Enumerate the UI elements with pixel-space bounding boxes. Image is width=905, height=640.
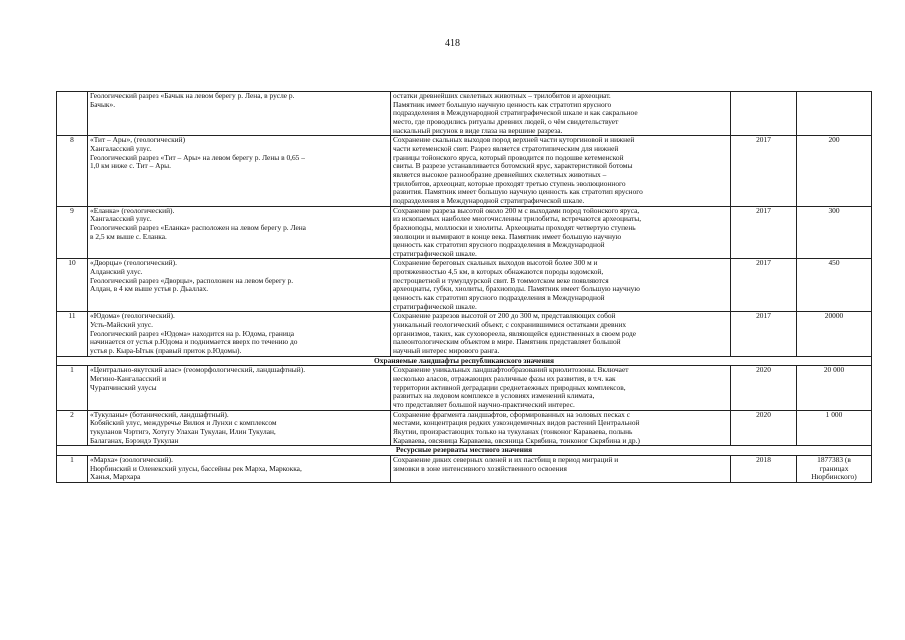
row-number-cell: 10	[57, 259, 88, 312]
text-line: начинается от устья р.Юдома и поднимается вверх по течению до	[90, 337, 298, 347]
text-line: Ханья, Мархара	[90, 472, 141, 482]
object-cell	[88, 92, 391, 136]
protected-areas-table	[56, 91, 872, 483]
text-line: «Юдома» (геологический).	[90, 311, 175, 321]
table-row	[57, 312, 872, 356]
section-row	[57, 356, 872, 366]
text-line: «Тукуланы» (ботанический, ландшафтный).	[90, 410, 229, 419]
section-heading-landscapes: Охраняемые ландшафты республиканского значения	[57, 356, 872, 366]
text-line: Нюрбинский и Оленекский улусы, бассейны рек Марха, Маркокка,	[90, 463, 302, 473]
text-line: является высокое разнообразие древнейших скелетных животных –	[393, 169, 607, 179]
object-cell	[88, 136, 391, 206]
text-line: пестроцветной и тумулдурской свит. В томмотском веке появляются	[393, 275, 609, 285]
text-line: 1,0 км ниже с. Тит – Ары.	[90, 161, 171, 171]
text-line: границах	[819, 463, 849, 473]
text-line: Геологический разрез «Еланка» расположен на левом берегу р. Лена	[90, 222, 306, 232]
description-cell	[391, 455, 731, 482]
area-cell: 200	[797, 136, 872, 206]
text-line: Сохранение фрагмента ландшафтов, сформированных на эоловых песках с	[393, 410, 630, 419]
table-row	[57, 92, 872, 136]
description-cell	[391, 312, 731, 356]
text-line: «Дворцы» (геологический).	[90, 258, 177, 268]
text-line: устья р. Кыра-Ытык (правый приток р.Юдомы).	[90, 346, 242, 356]
object-cell	[88, 410, 391, 446]
text-line: «Центрально-якутский алас» (геоморфологический, ландшафтный).	[90, 365, 306, 375]
table-row	[57, 206, 872, 259]
text-line: трилобитов, археоциат, которые проходят третью ступень эволюционного	[393, 178, 626, 188]
text-line: Хангаласский улус.	[90, 214, 152, 224]
text-line: из ископаемых наиболее многочисленны трилобиты, встречаются археоциаты,	[393, 214, 642, 224]
text-line: ценность как стратотип ярусного подразделения в Международной	[393, 293, 605, 303]
description-cell	[391, 92, 731, 136]
text-line: «Еланка» (геологический).	[90, 206, 175, 215]
description-cell	[391, 136, 731, 206]
text-line: Чурапчинский улусы	[90, 382, 157, 392]
area-cell: 300	[797, 206, 872, 259]
area-cell: 1 000	[797, 410, 872, 446]
area-cell: 450	[797, 259, 872, 312]
row-number-cell: 9	[57, 206, 88, 259]
year-cell: 2020	[731, 366, 797, 410]
text-line: Геологический разрез «Тит – Ары» на левом берегу р. Лены в 0,65 –	[90, 152, 305, 162]
table-row	[57, 410, 872, 446]
text-line: Геологический разрез «Дворцы», расположен на левом берегу р.	[90, 275, 294, 285]
object-cell	[88, 455, 391, 482]
row-number-cell: 2	[57, 410, 88, 446]
text-line: Сохранение уникальных ландшафтообразований криолитозоны. Включает	[393, 365, 629, 375]
text-line: «Марха» (зоологический).	[90, 455, 173, 464]
description-cell	[391, 366, 731, 410]
table-row	[57, 136, 872, 206]
text-line: Сохранение скальных выходов пород верхней части куторгиновой и нижней	[393, 135, 635, 145]
text-line: местами, концентрация редких узкоэндемичных видов растений Центральной	[393, 418, 640, 428]
text-line: Сохранение береговых скальных выходов высотой более 300 м и	[393, 258, 598, 268]
text-line: границы тойонского яруса, который проводится по подошве кетеменской	[393, 152, 624, 162]
year-cell	[731, 92, 797, 136]
text-line: Караваева, овсяница Караваева, овсяница Скрябина, тонконог Скрябина и др.)	[393, 435, 640, 445]
text-line: Алдан, в 4 км выше устья р. Дьаллах.	[90, 284, 209, 294]
year-cell: 2017	[731, 206, 797, 259]
area-cell: 20 000	[797, 366, 872, 410]
section-row	[57, 446, 872, 456]
text-line: место, где проводились ритуалы древних людей, о чём свидетельствует	[393, 116, 619, 126]
text-line: что представляет большой научно-практический интерес.	[393, 399, 575, 409]
text-line: стратиграфической шкале.	[393, 301, 477, 311]
text-line: 1877383 (в	[817, 455, 851, 464]
year-cell: 2017	[731, 136, 797, 206]
text-line: подразделения в Международной стратиграфической шкале и как сакральное	[393, 108, 638, 118]
row-number-cell: 1	[57, 366, 88, 410]
text-line: Нюрбинского)	[811, 472, 857, 482]
area-cell	[797, 92, 872, 136]
text-line: Геологический разрез «Бачык на левом берегу р. Лена, в русле р.	[90, 91, 295, 100]
row-number-cell: 1	[57, 455, 88, 482]
description-cell	[391, 410, 731, 446]
text-line: организмов, таких, как суховореела, являющейся единственных в своем роде	[393, 328, 636, 338]
text-line: территории активной деградации среднетаежных природных комплексов,	[393, 382, 626, 392]
object-cell	[88, 366, 391, 410]
text-line: несколько аласов, отражающих различные фазы их развития, в т.ч. как	[393, 374, 616, 383]
text-line: эволюции и вымирают в конце века. Памятник имеет большую научную	[393, 231, 622, 241]
row-number-cell	[57, 92, 88, 136]
year-cell: 2017	[731, 312, 797, 356]
text-line: Алданский улус.	[90, 267, 143, 277]
text-line: Якутии, произрастающих только на тукуланах (тонконог Караваева, полынь	[393, 426, 633, 436]
description-cell	[391, 206, 731, 259]
area-cell: 20000	[797, 312, 872, 356]
text-line: свиты. В разрезе устанавливается ботомский ярус, характеристикой ботомы	[393, 161, 633, 171]
row-number-cell: 8	[57, 136, 88, 206]
row-number-cell: 11	[57, 312, 88, 356]
text-line: уникальный геологический объект, с сохранившимися остатками древних	[393, 320, 627, 330]
text-line: подразделения в Международной стратиграфической шкале.	[393, 195, 585, 205]
text-line: Усть-Майский улус.	[90, 320, 154, 330]
year-cell: 2018	[731, 455, 797, 482]
text-line: в 2,5 км выше с. Еланка.	[90, 231, 167, 241]
text-line: развития. Памятник имеет большую научную ценность как стратотип ярусного	[393, 187, 643, 197]
text-line: Балаганах, Бэрэндэ Тукулан	[90, 435, 179, 445]
text-line: Хангаласский улус.	[90, 143, 152, 153]
text-line: части кетеменской свит. Разрез является стратотипическим для нижней	[393, 143, 619, 153]
text-line: Мегино-Кангаласский и	[90, 374, 167, 383]
page-number: 418	[445, 38, 460, 49]
text-line: Бачык».	[90, 99, 116, 109]
text-line: научный интерес мирового ранга.	[393, 346, 500, 356]
table-row	[57, 259, 872, 312]
object-cell	[88, 206, 391, 259]
text-line: Сохранение разреза высотой около 200 м с выходами пород тойонского яруса,	[393, 206, 640, 215]
object-cell	[88, 312, 391, 356]
text-line: наскальный рисунок в виде глаза на вершине разреза.	[393, 125, 563, 135]
text-line: стратиграфической шкале.	[393, 248, 477, 258]
text-line: Сохранение диких северных оленей и их пастбищ в период миграций и	[393, 455, 619, 464]
section-heading-reserves: Ресурсные резерваты местного значения	[57, 446, 872, 456]
text-line: археоциаты, губки, хиолиты, брахиоподы. Памятник имеет большую научную	[393, 284, 640, 294]
area-cell	[797, 455, 872, 482]
text-line: ценность как стратотип ярусного подразделения в Международной	[393, 240, 605, 250]
text-line: зимовки в зоне интенсивного хозяйственного освоения	[393, 463, 567, 473]
text-line: тукуланов Чэртигэ, Хотугу Улахан Тукулан, Илин Тукулан,	[90, 426, 276, 436]
year-cell: 2017	[731, 259, 797, 312]
table-row	[57, 455, 872, 482]
text-line: брахиоподы, моллюски и хиолиты. Археоциаты проходят четвертую ступень	[393, 222, 636, 232]
table-row	[57, 366, 872, 410]
text-line: Кобяйский улус, междуречье Вилюя и Лунхи с комплексом	[90, 418, 277, 428]
text-line: развитых на ледовом комплексе в условиях изменений климата,	[393, 391, 595, 401]
object-cell	[88, 259, 391, 312]
text-line: палеонтологическим объектом в мире. Памятник представляет большой	[393, 337, 621, 347]
year-cell: 2020	[731, 410, 797, 446]
text-line: Геологический разрез «Юдома» находится на р. Юдома, граница	[90, 328, 295, 338]
text-line: протяженностью 4,5 км, в которых обнажаются породы юдомской,	[393, 267, 604, 277]
text-line: «Тит – Ары», (геологический)	[90, 135, 186, 145]
text-line: Сохранение разрезов высотой от 200 до 300 м, представляющих собой	[393, 311, 616, 321]
text-line: остатки древнейших скелетных животных – трилобитов и археоциат.	[393, 91, 611, 100]
description-cell	[391, 259, 731, 312]
text-line: Памятник имеет большую научную ценность как стратотип ярусного	[393, 99, 612, 109]
